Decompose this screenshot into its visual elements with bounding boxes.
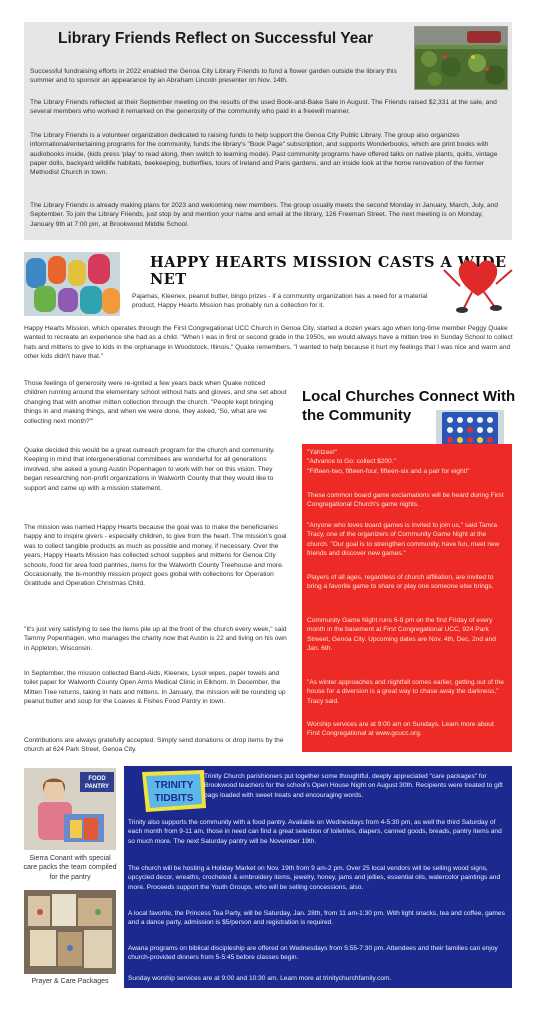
churches-paragraph: These common board game exclamations will be heard during First Congregational Church's game nights. — [307, 492, 504, 509]
trinity-paragraph: A local favorite, the Princess Tea Party, will be Saturday, Jan. 28th, from 11 am-1:30 pm. With light snacks, tea and coffee, games and a dance party, admission is $5/person and registration is required. — [128, 910, 505, 927]
logo-text: TRINITY — [154, 780, 194, 791]
food-pantry-photo — [24, 768, 116, 850]
trinity-tidbits-logo — [134, 768, 210, 816]
trinity-paragraph: Sunday worship services are at 9:00 and 10:30 am. Learn more at trinitychurchfamily.com. — [128, 975, 392, 982]
churches-quote: "Yahtzee!" "Advance to Go: collect $200." "Fifteen-two, fifteen-four, fifteen-six and a pair for eight!" — [307, 449, 470, 475]
churches-article-box — [302, 444, 512, 752]
care-packages-photo — [24, 890, 116, 974]
churches-paragraph: Community Game Night runs 6-8 pm on the first Friday of every month in the basement at First Congregational UCC, 924 Park Streeet, Genoa City. Upcoming dates are Nov. 4th, Dec. 2nd and Jan. 6th. — [307, 617, 496, 652]
churches-paragraph: "As winter approaches and nightfall comes earlier, getting out of the house for a diversion is a great way to chase away the darkness," Tracy said. — [307, 679, 504, 705]
library-paragraph: The Library Friends is a volunteer organization dedicated to raising funds to help support the Genoa City Public Library. The group also organizes informational/entertaining programs for the community, funds the library's "Book Page" subscription, and supports Wonderbooks, which are print books with audiobooks inside, (kids press 'play' to read along, then switch to learning mode). Past community programs have offered talks on native plants, quilts, vintage paper dolls, backyard wildlife habitats, beekeeping, butterflies, tours of Ireland and Paris gardens, and an inside look at the home renovation of the former Methodist Church in town. — [30, 132, 498, 177]
care-packages-caption: Prayer & Care Packages — [31, 978, 109, 985]
mittens-photo — [24, 252, 120, 316]
trinity-paragraph: The church will be hosting a Holiday Market on Nov. 19th from 9 am-2 pm. Over 25 local vendors will be selling wood signs, upcycled decor, wreaths, crocheted & embroidery items, jewelry, honey, jams and jellies, essential oils, watercolor paintings and more. Proceeds support the Youth Groups, who will be selling concessions, also. — [128, 865, 501, 891]
library-paragraph: The Library Friends reflected at their September meeting on the results of the used Book-and-Bake Sale in August. The Friends raised $2,331 at the sale, and several members who worked it remarked on the generosity of the community who paid in a freewill manner. — [30, 99, 497, 116]
library-paragraph: The Library Friends is already making plans for 2023 and welcoming new members. The group usually meets the second Monday in January, March, July, and September. To join the Library Friends, just stop by and mention your name and email at the library, 126 Freeman Street. The next meeting is on Monday, January 9th at 7:00 pm, at Brookwood Middle School. — [30, 202, 498, 228]
library-article-title: Library Friends Reflect on Successful Year — [58, 30, 374, 47]
happy-hearts-paragraph: Contributions are always gratefully accepted. Simply send donations or drop items by the church at 624 Park Street, Genoa City. — [24, 737, 284, 754]
churches-article-title: Local Churches Connect With the Community — [302, 388, 516, 424]
churches-paragraph: Players of all ages, regardless of church affiliation, are invited to bring a favorite game to share or play one someone else brings. — [307, 574, 494, 591]
food-sign-text: FOOD — [88, 776, 106, 782]
pantry-photo-caption: Sierra Conant with special care packs the team compiled for the pantry — [23, 855, 117, 881]
happy-hearts-title: HAPPY HEARTS MISSION CASTS A WIDE NET — [150, 254, 507, 288]
flower-garden-photo — [414, 26, 508, 90]
trinity-tidbits-box — [124, 766, 512, 988]
trinity-paragraph: Trinity Church parishioners put together some thoughtful, deeply appreciated "care packages" for Brookwood teachers for the school's Open House Night on August 30th. Recipients were treated to gift bags loaded with sweet treats and encouraging words. — [204, 773, 503, 799]
trinity-paragraph: Trinity also supports the community with a food pantry. Available on Wednesdays from 4-5:30 pm, as well the third Saturday of each month from 9-11 am, those in need can find a great selection of toiletries, diapers, canned goods, breads, pantry items and so much more. The next Saturday pantry will be November 19th. — [128, 819, 502, 845]
heart-mascot-icon — [438, 250, 518, 316]
happy-hearts-paragraph: In September, the mission collected Band-Aids, Kleenex, Lysol wipes, paper towels and toilet paper for Walworth County Open Arms Medical Clinic in Elkhorn. In December, the Mitten Tree returns, taking in hats and mittens. In January, the mission will be rounding up peanut butter and soup for the Loaves & Fishes Food Pantry in town. — [24, 670, 286, 706]
library-friends-article — [24, 22, 512, 240]
library-paragraph: Successful fundraising efforts in 2022 enabled the Genoa City Library Friends to fund a flower garden outside the library this summer and to sponsor an appearance by an Abraham Lincoln presenter on Nov. 14th. — [30, 68, 397, 85]
happy-hearts-paragraph: Quake decided this would be a great outreach program for the church and community. Keeping in mind that intergenerational committees are wonderful for all generations involved, she asked a young Austin Popenhagen to work with her on this vision. They began researching non-profit organizations in Walworth County that they would like to support and came up with a mission statement. — [24, 447, 275, 492]
food-sign-text: PANTRY — [85, 784, 109, 790]
churches-paragraph: "Anyone who loves board games is invited to join us," said Tamra Tracy, one of the organizers of Community Game Night at the church. "Our goal is to strengthen community, have fun, meet new friends and discover new games." — [307, 522, 500, 557]
happy-hearts-lead: Pajamas, Kleenex, peanut butter, bingo prizes - if a community organization has a need for a material product, Happy Hearts Mission has probably run a collection for it. — [132, 293, 428, 310]
trinity-paragraph: Awana programs on biblical discipleship are offered on Wednesdays from 5:55-7:30 pm. Attendees and their families can enjoy church-provided dinners from 5-5:45 before classes begin. — [128, 945, 498, 962]
happy-hearts-paragraph: Those feelings of generosity were re-ignited a few years back when Quake noticed children running around the elementary school without hats and gloves, and she set about changing that with another mitten collection through the church. "People kept bringing things in and making things, and when we were done, they asked, 'So, what are we collecting next month?'" — [24, 380, 287, 425]
happy-hearts-paragraph: The mission was named Happy Hearts because the goal was to make the beneficiaries happy and to inspire givers - especially children, to give from the heart. The mission's goal was to collect tangible products as much as possible and money, if necessary. Over the years, Happy Hearts Mission has collected school supplies and mittens for Genoa City schools, food for area food pantries, items for the Walworth County Treehouse and more. Occasionally, the bi-monthly mission project goes global with collections for Operation Gratitude and Operation Christmas Child. — [24, 524, 287, 588]
churches-paragraph: Worship services are at 9:00 am on Sundays. Learn more about First Congregational at www.gcucc.org. — [307, 721, 494, 738]
happy-hearts-intro: Happy Hearts Mission, which operates through the First Congregational UCC Church in Genoa City, started a dozen years ago when long-time member Peggy Quake wanted to recreate an experience she had as a child. "When I was in first or second grade in the 1950s, we would always have a mitten tree in Sunday School to collect hats and mittens to give to kids in the orphanage in Woodstock, Illinois," Quake remembers. "I wanted to help because it hurt my feelings that I was nice and warm and other kids didn't have that." — [24, 325, 513, 361]
happy-hearts-paragraph: "It's just very satisfying to see the items pile up at the front of the church every week," said Tammy Popenhagen, who manages the charity now that Austin is 22 and living on his own in Appleton, Wisconsin. — [24, 626, 287, 652]
logo-text: TIDBITS — [154, 793, 194, 804]
